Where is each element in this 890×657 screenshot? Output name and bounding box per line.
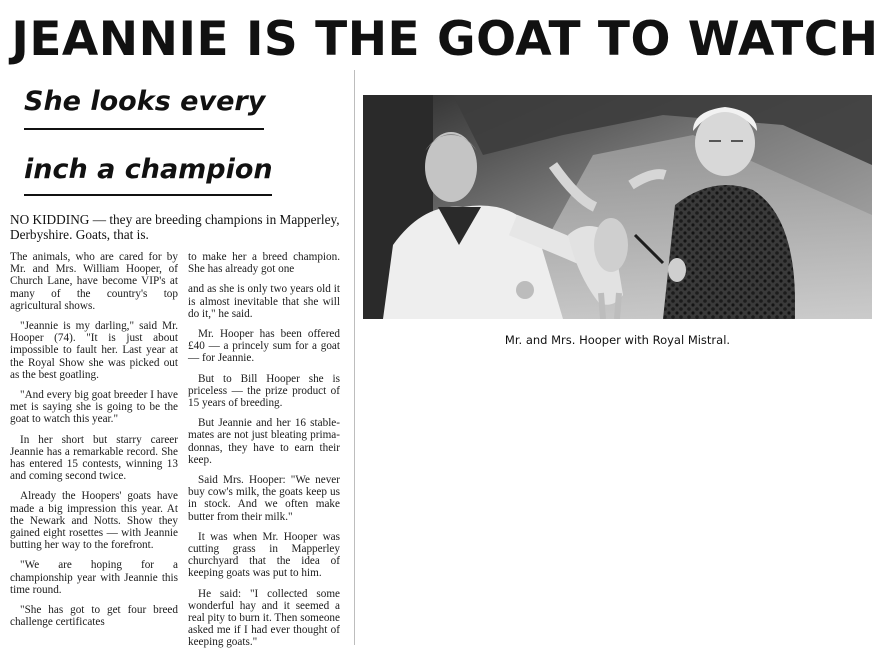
article-photo — [363, 95, 872, 319]
column2-paragraph: It was when Mr. Hooper was cutting grass in Mapperley churchyard that the idea of keeping goats was put to him. — [188, 530, 340, 580]
column1-paragraph: In her short but starry career Jeannie has a remarkable record. She has entered 15 contests, winning 13 and coming second twice. — [10, 433, 178, 483]
photo-caption: Mr. and Mrs. Hooper with Royal Mistral. — [504, 333, 731, 347]
column2-paragraph: and as she is only two years old it is almost inevitable that she will do it," he said. — [188, 283, 340, 320]
column2-paragraph: to make her a breed champion. She has already got one — [188, 251, 340, 276]
column2-paragraph: Mr. Hooper has been offered £40 — a princely sum for a goat — for Jeannie. — [188, 328, 340, 365]
column2-paragraph: Said Mrs. Hooper: "We never buy cow's milk, the goats keep us in stock. And we often make butter from their milk." — [188, 474, 340, 523]
kicker-line-1: She looks every — [24, 86, 266, 117]
column1-paragraph: The animals, who are cared for by Mr. and Mrs. William Hooper, of Church Lane, have become VIP's at many of the country's top agricultural shows. — [10, 251, 178, 312]
kicker-line-2: inch a champion — [24, 154, 273, 185]
column-divider — [354, 70, 355, 645]
column1-paragraph: "She has got to get four breed challenge certificates — [10, 604, 178, 629]
column2-paragraph: But to Bill Hooper she is priceless — the prize product of 15 years of breeding. — [188, 372, 340, 410]
text-column-2 — [188, 251, 340, 657]
column1-paragraph: "And every big goat breeder I have met is saying she is going to be the goat to watch this year." — [10, 389, 178, 426]
kicker-underline-1 — [24, 128, 264, 130]
lead-paragraph: NO KIDDING — they are breeding champions in Mapperley, Derbyshire. Goats, that is. — [10, 212, 340, 242]
column2-paragraph: He said: "I collected some wonderful hay and it seemed a real pity to burn it. Then someone asked me if I had ever thought of keeping goats." — [188, 587, 340, 649]
article-headline: JEANNIE IS THE GOAT TO WATCH — [11, 12, 879, 67]
text-column-1 — [10, 251, 178, 636]
column1-paragraph: "Jeannie is my darling," said Mr. Hooper (74). "It is just about impossible to fault her. Last year at the Royal Show she was picked out as the best goatling. — [10, 320, 178, 381]
kicker-underline-2 — [24, 194, 272, 196]
column1-paragraph: Already the Hoopers' goats have made a big impression this year. At the Newark and Notts. Show they gained eight rosettes — with Jeannie butting her way to the forefront. — [10, 490, 178, 552]
column1-paragraph: "We are hoping for a championship year with Jeannie this time round. — [10, 559, 178, 596]
column2-paragraph: But Jeannie and her 16 stable-mates are not just bleating prima-donnas, they have to earn their keep. — [188, 417, 340, 466]
